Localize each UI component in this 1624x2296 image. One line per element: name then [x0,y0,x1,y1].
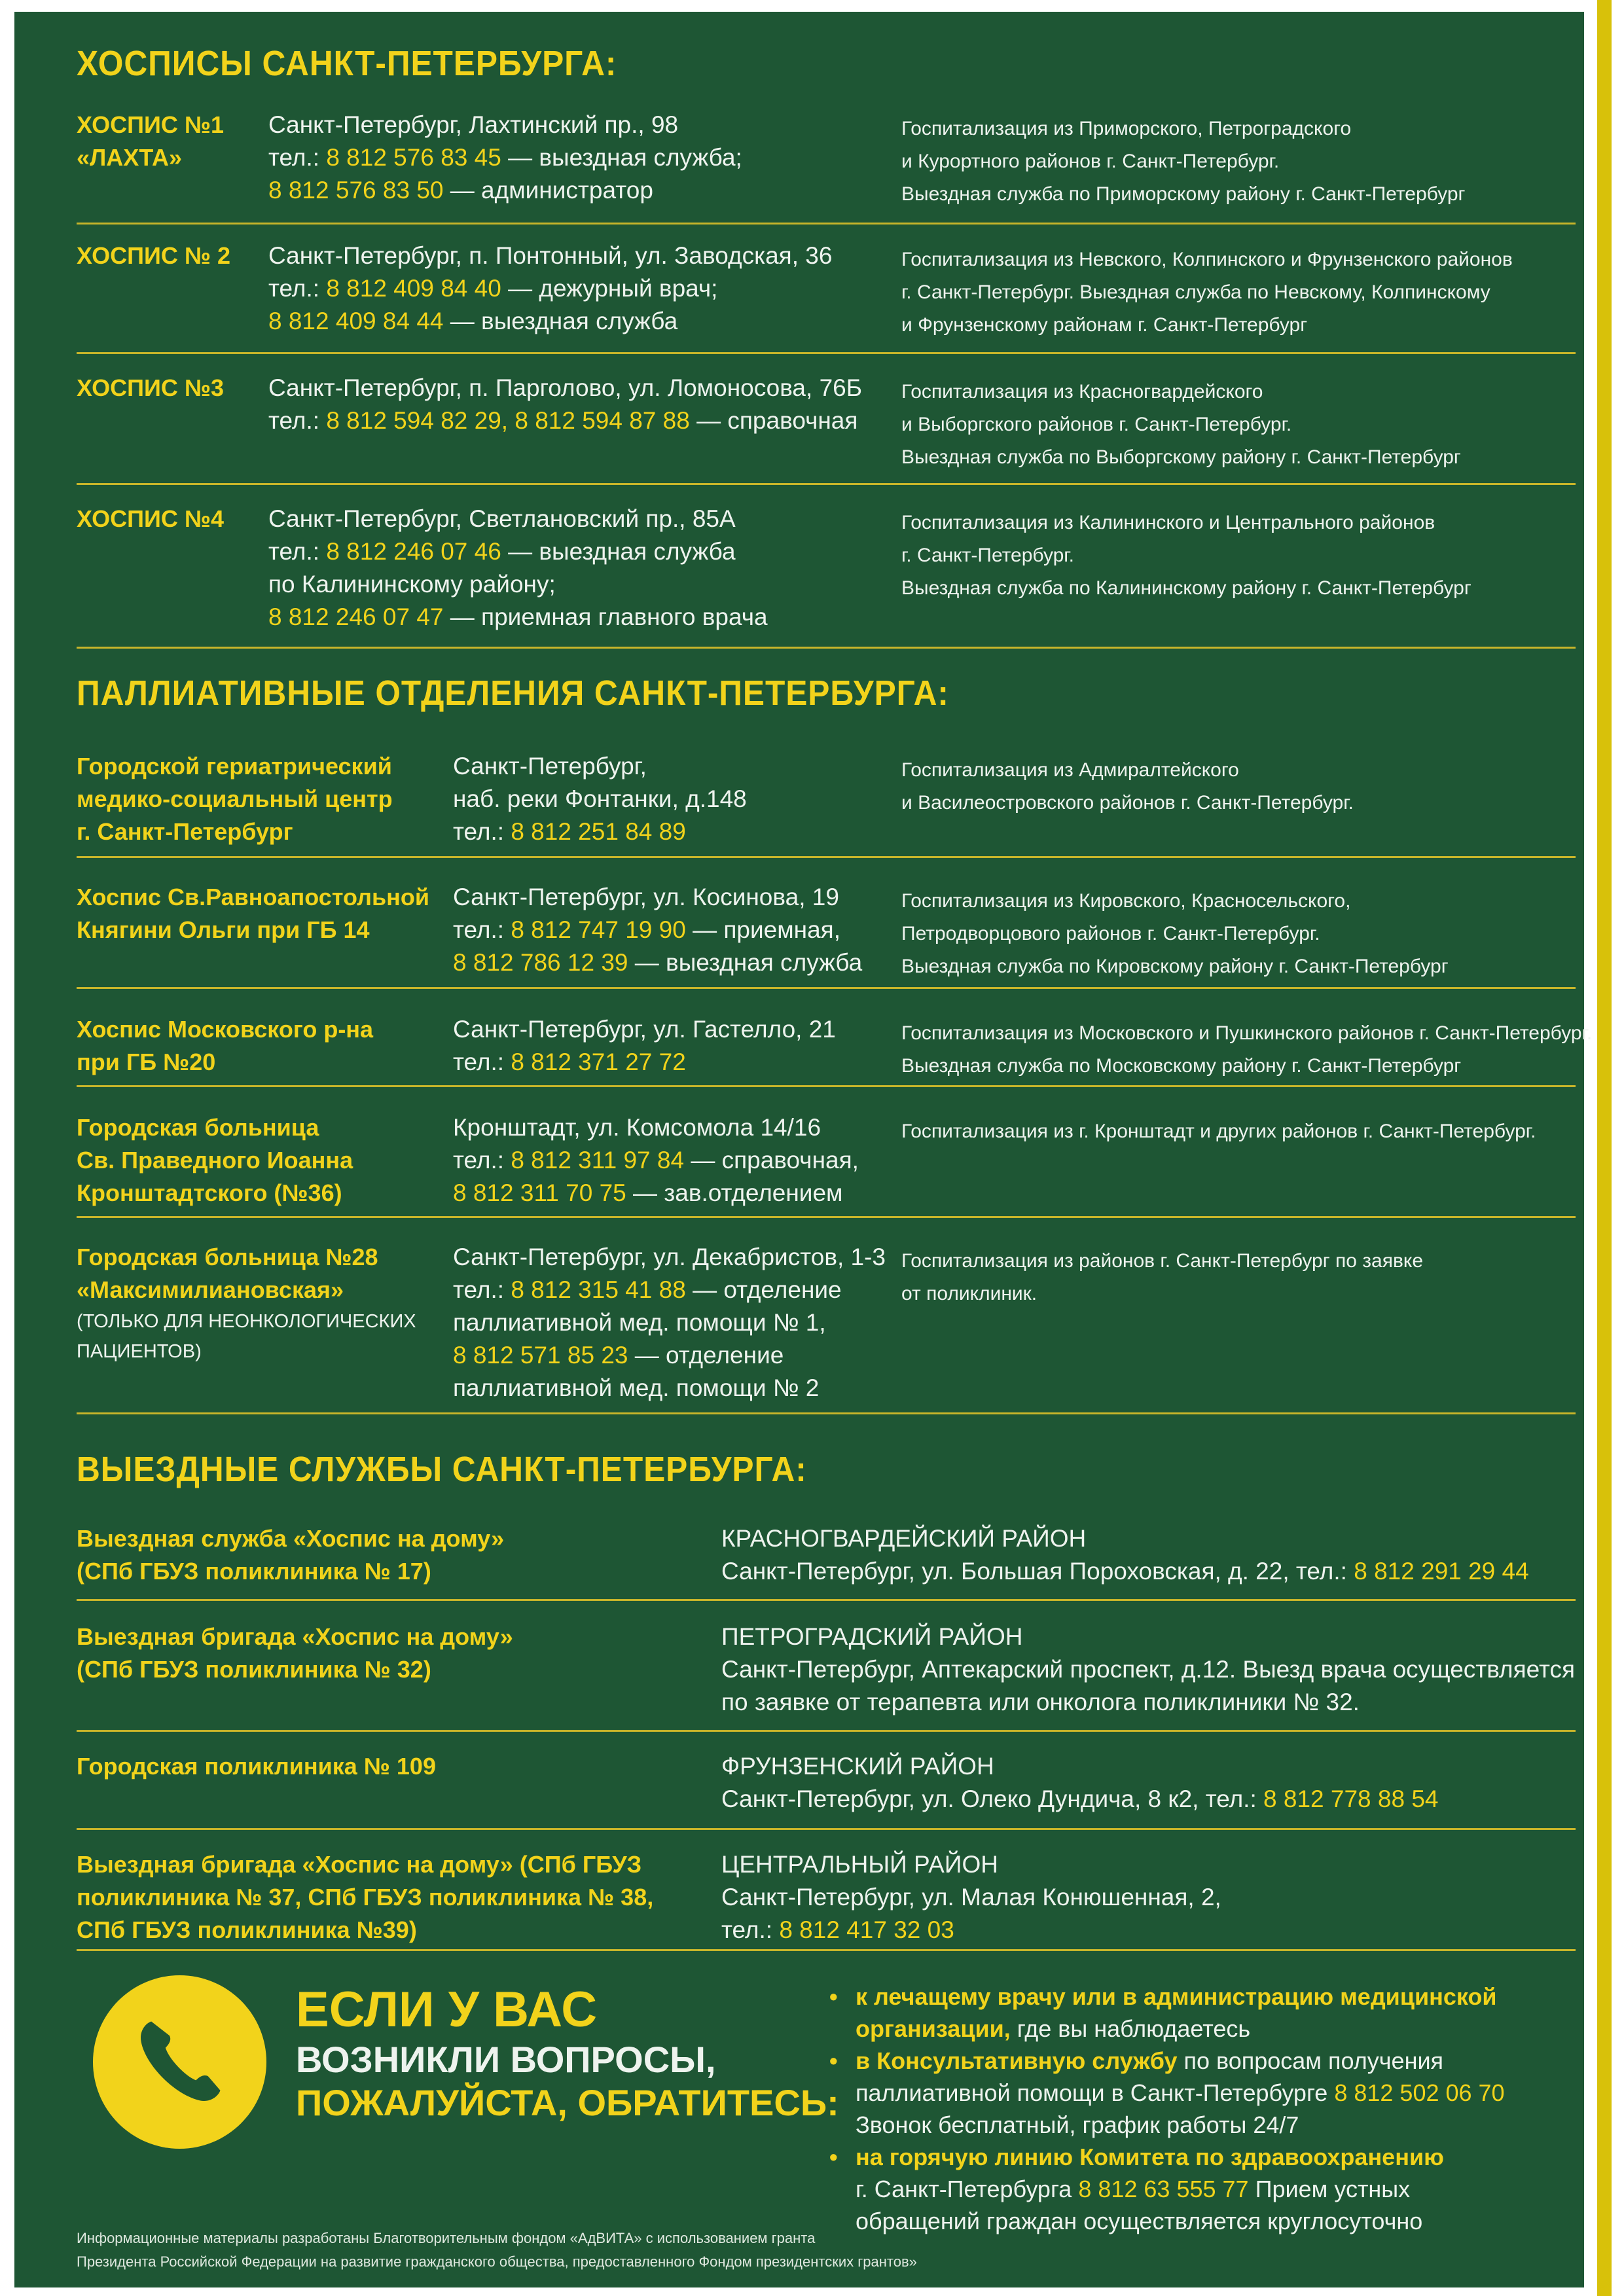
phone-line [721,1881,1221,1914]
phone-line [268,404,862,437]
hospice-address-block [268,109,742,207]
phone-line [268,601,768,634]
palliative-note [901,1115,1536,1148]
mobile-service-name-line: Выездная служба «Хоспис на дому» [77,1525,505,1552]
hospices-title: ХОСПИСЫ САНКТ-ПЕТЕРБУРГА: [77,44,617,83]
contact-line [856,2077,1569,2109]
palliative-name-note: (ТОЛЬКО ДЛЯ НЕОНКОЛОГИЧЕСКИХ [77,1311,416,1332]
bullet-dot: • [829,1983,838,2010]
mobile-service-address-block [721,1848,1221,1946]
divider [77,483,1576,485]
phone-line [453,1177,859,1210]
phone-description: — приемная главного врача [443,603,768,630]
phone-number[interactable]: 8 812 371 27 72 [511,1049,686,1075]
phone-line [453,1241,886,1274]
phone-prefix: по Калининскому району; [268,571,556,598]
mobile-service-address-block [721,1750,1439,1816]
phone-description: — зав.отделением [626,1179,843,1206]
mobile-service-name [77,1621,513,1686]
phone-prefix: тел.: [453,1049,511,1075]
phone-line [721,1750,1439,1783]
phone-line [268,174,742,207]
hospice-address: Санкт-Петербург, Лахтинский пр., 98 [268,111,679,138]
contact-line [856,2109,1569,2141]
footer-line-1: Информационные материалы разработаны Благотворительным фондом «АдВИТА» с использованием гранта [77,2230,816,2246]
contact-text: по вопросам получения [1177,2047,1444,2074]
phone-number[interactable]: 8 812 409 84 44 [268,308,444,334]
mobile-service-name-line: Городская поликлиника № 109 [77,1753,436,1780]
divider [77,1216,1576,1218]
mobile-service-entry [77,1750,1576,1848]
phone-number[interactable]: 8 812 571 85 23 [453,1342,628,1369]
divider [77,987,1576,989]
palliative-note-line: Госпитализация из Адмиралтейского [901,759,1239,781]
palliative-note [901,1017,1592,1083]
phone-description: — выездная служба; [501,144,742,171]
phone-prefix: Санкт-Петербург, [453,753,647,780]
phone-line [453,914,862,946]
phone-number[interactable]: 8 812 246 07 47 [268,603,444,630]
palliative-name-line: «Максимилиановская» [77,1276,344,1303]
phone-prefix: паллиативной мед. помощи № 2 [453,1374,820,1401]
phone-number[interactable]: 8 812 747 19 90 [511,916,686,943]
page-edge-strip [1597,0,1612,2296]
hospice-name [77,372,224,404]
palliative-address-block [453,1111,859,1210]
contact-text: Прием устных [1248,2176,1411,2202]
phone-line [268,272,832,305]
phone-prefix: тел.: [453,1147,511,1174]
phone-icon [93,1975,266,2149]
divider [77,1828,1576,1830]
mobile-service-name [77,1750,436,1783]
contact-bullet [829,2141,1569,2237]
contact-text: обращений граждан осуществляется круглосуточно [856,2208,1423,2234]
hospice-note-line: и Выборгского районов г. Санкт-Петербург. [901,414,1292,435]
hospice-name-line: ХОСПИС №1 [77,111,224,138]
divider [77,223,1576,224]
hospice-note-line: г. Санкт-Петербург. [901,545,1074,566]
palliative-address-block [453,881,862,979]
hospice-name-line: ХОСПИС №4 [77,505,224,532]
hospice-address: Санкт-Петербург, Светлановский пр., 85А [268,505,736,532]
phone-number[interactable]: 8 812 576 83 50 [268,177,444,204]
contact-bullet [829,1981,1569,2045]
phone-description: — администратор [443,177,653,204]
palliative-name-line: Кронштадтского (№36) [77,1179,342,1206]
hospice-note [901,243,1513,342]
divider [77,1599,1576,1601]
bullet-dot: • [829,2144,838,2170]
contact-lead: на горячую линию Комитета по здравоохранению [856,2144,1444,2170]
phone-line [453,1274,886,1306]
phone-prefix: тел.: [721,1916,780,1943]
contact-lead: организации, [856,2015,1011,2042]
phone-number[interactable]: 8 812 778 88 54 [1263,1785,1439,1812]
phone-number[interactable]: 8 812 311 97 84 [511,1147,685,1174]
phone-line [453,783,747,816]
hospice-note-line: Госпитализация из Приморского, Петроградского [901,118,1352,139]
contact-line [856,2173,1569,2205]
phone-description: — справочная, [684,1147,859,1174]
contact-text: где вы наблюдаетесь [1010,2015,1251,2042]
palliative-name-line: Городская больница [77,1114,319,1141]
palliative-name-line: медико-социальный центр [77,785,393,812]
phone-description: — отделение [628,1342,784,1369]
palliative-name-line: Городской гериатрический [77,753,392,780]
phone-number[interactable]: 8 812 246 07 46 [326,538,501,565]
phone-description: — приемная, [685,916,840,943]
phone-prefix: Кронштадт, ул. Комсомола 14/16 [453,1114,821,1141]
phone-line [721,1914,1221,1946]
hospice-address-block [268,503,768,634]
hospice-entry [77,240,1576,351]
phone-line [453,1046,836,1079]
contact-line [856,2013,1569,2045]
phone-description: — отделение [685,1276,842,1303]
hospice-note-line: Выездная служба по Калининскому району г. Санкт-Петербург [901,577,1471,599]
hospice-entry [77,372,1576,483]
footer [77,2227,917,2274]
phone-description: — дежурный врач; [501,275,718,302]
contact-heading-line-3: ПОЖАЛУЙСТА, ОБРАТИТЕСЬ: [296,2082,839,2123]
phone-prefix: КРАСНОГВАРДЕЙСКИЙ РАЙОН [721,1525,1087,1552]
contact-phone-number[interactable]: 8 812 502 06 70 [1334,2079,1505,2106]
phone-prefix: паллиативной мед. помощи № 1, [453,1309,826,1336]
palliative-name-line: Городская больница №28 [77,1244,378,1270]
palliative-name-line: при ГБ №20 [77,1049,216,1075]
hospice-note-line: г. Санкт-Петербург. Выездная служба по Невскому, Колпинскому [901,281,1490,303]
divider [77,352,1576,354]
phone-number[interactable]: 8 812 251 84 89 [511,818,686,845]
palliative-note-line: от поликлиник. [901,1283,1038,1304]
palliative-name [77,1013,373,1079]
hospice-note [901,113,1465,211]
phone-prefix: по заявке от терапевта или онколога поликлиники № 32. [721,1689,1360,1715]
phone-line [453,946,862,979]
phone-line [453,1339,886,1372]
mobile-service-name [77,1848,653,1946]
phone-prefix: Санкт-Петербург, ул. Гастелло, 21 [453,1016,836,1043]
contact-bullet [829,2045,1569,2141]
phone-prefix: тел.: [453,1276,511,1303]
footer-line-2: Президента Российской Федерации на развитие гражданского общества, предоставленного Фондом президентских грантов» [77,2253,917,2270]
contact-text: паллиативной помощи в Санкт-Петербурге [856,2079,1335,2106]
hospice-address-block [268,372,862,437]
palliative-address-block [453,1241,886,1405]
hospice-note-line: Выездная служба по Приморскому району г. Санкт-Петербург [901,183,1466,205]
palliative-entry [77,1241,1576,1405]
palliative-name [77,750,393,848]
hospice-note-line: Выездная служба по Выборгскому району г. Санкт-Петербург [901,446,1461,468]
phone-line [453,750,747,783]
phone-prefix: наб. реки Фонтанки, д.148 [453,785,747,812]
phone-line [453,1111,859,1144]
phone-line [268,141,742,174]
bullet-dot: • [829,2047,838,2074]
palliative-note-line: Госпитализация из районов г. Санкт-Петербург по заявке [901,1250,1424,1272]
palliative-name [77,1111,353,1210]
phone-prefix: тел.: [453,818,511,845]
mobile-service-name-line: (СПб ГБУЗ поликлиника № 32) [77,1656,431,1683]
phone-line [268,535,768,568]
phone-prefix: ФРУНЗЕНСКИЙ РАЙОН [721,1753,994,1780]
palliative-note [901,885,1449,983]
phone-line [453,1013,836,1046]
phone-prefix: тел.: [453,916,511,943]
palliative-note-line: Госпитализация из Кировского, Красносельского, [901,890,1351,912]
hospice-note-line: Госпитализация из Калининского и Центрального районов [901,512,1435,533]
phone-line [268,305,832,338]
phone-prefix: Санкт-Петербург, ул. Олеко Дундича, 8 к2, тел.: [721,1785,1264,1812]
hospice-note-line: Госпитализация из Красногвардейского [901,381,1263,403]
phone-prefix: Санкт-Петербург, ул. Малая Конюшенная, 2, [721,1884,1221,1910]
contact-heading-line-2: ВОЗНИКЛИ ВОПРОСЫ, [296,2039,716,2080]
hospice-name [77,240,230,272]
palliative-name [77,1241,416,1367]
contact-lead: в Консультативную службу [856,2047,1178,2074]
palliative-note-line: Госпитализация из Московского и Пушкинского районов г. Санкт-Петербург. [901,1022,1593,1044]
phone-number[interactable]: 8 812 409 84 40 [326,275,501,302]
palliative-name-line: Княгини Ольги при ГБ 14 [77,916,370,943]
contact-line [856,2205,1569,2237]
hospice-address-block [268,240,832,338]
phone-prefix: Санкт-Петербург, ул. Декабристов, 1-3 [453,1244,886,1270]
contact-text: г. Санкт-Петербурга [856,2176,1079,2202]
mobile-service-name-line: (СПб ГБУЗ поликлиника № 17) [77,1558,431,1585]
palliative-note [901,1245,1423,1310]
divider [77,1412,1576,1414]
phone-line [453,1306,886,1339]
mobile-service-entry [77,1522,1576,1621]
palliative-name [77,881,429,946]
phone-description: — выездная служба [443,308,678,334]
hospice-name-line: «ЛАХТА» [77,144,183,171]
phone-line [453,1144,859,1177]
hospice-entry [77,109,1576,220]
hospice-name [77,503,224,535]
mobile-service-address-block [721,1621,1575,1719]
phone-number[interactable]: 8 812 311 70 75 [453,1179,626,1206]
palliative-title: ПАЛЛИАТИВНЫЕ ОТДЕЛЕНИЯ САНКТ-ПЕТЕРБУРГА: [77,673,949,713]
mobile-service-name [77,1522,504,1588]
hospice-name [77,109,224,174]
hospice-note-line: и Курортного районов г. Санкт-Петербург. [901,151,1280,172]
palliative-note-line: Петродворцового районов г. Санкт-Петербург. [901,923,1320,944]
phone-prefix: тел.: [268,144,327,171]
hospice-name-line: ХОСПИС № 2 [77,242,230,269]
mobile-service-name-line: Выездная бригада «Хоспис на дому» [77,1623,513,1650]
phone-line [721,1522,1529,1555]
palliative-note-line: и Василеостровского районов г. Санкт-Петербург. [901,792,1354,814]
phone-prefix: тел.: [268,275,327,302]
contact-heading [296,1982,839,2125]
phone-line [453,1372,886,1405]
mobile-service-name-line: Выездная бригада «Хоспис на дому» (СПб ГБУЗ [77,1851,642,1878]
phone-line [453,816,747,848]
phone-prefix: тел.: [268,407,327,434]
phone-prefix: тел.: [268,538,327,565]
mobile-service-entry [77,1848,1576,1946]
contact-heading-line-1: ЕСЛИ У ВАС [296,1982,598,2037]
palliative-name-line: Хоспис Св.Равноапостольной [77,884,429,910]
palliative-address-block [453,750,747,848]
phone-prefix: ПЕТРОГРАДСКИЙ РАЙОН [721,1623,1023,1650]
contact-lead: к лечащему врачу или в администрацию медицинской [856,1983,1497,2010]
contact-list [829,1981,1569,2237]
palliative-note-line: Выездная служба по Кировскому району г. Санкт-Петербург [901,956,1449,977]
palliative-address-block [453,1013,836,1079]
phone-line [721,1555,1529,1588]
divider [77,1949,1576,1951]
mobile-service-entry [77,1621,1576,1719]
phone-number[interactable]: 8 812 576 83 45 [326,144,501,171]
phone-prefix: Санкт-Петербург, ул. Большая Пороховская, д. 22, тел.: [721,1558,1354,1585]
contact-text: Звонок бесплатный, график работы 24/7 [856,2111,1299,2138]
phone-prefix: Санкт-Петербург, ул. Косинова, 19 [453,884,839,910]
phone-number[interactable]: 8 812 291 29 44 [1354,1558,1529,1585]
mobile-service-name-line: поликлиника № 37, СПб ГБУЗ поликлиника № 38, [77,1884,654,1910]
phone-prefix: ЦЕНТРАЛЬНЫЙ РАЙОН [721,1851,998,1878]
hospice-entry [77,503,1576,630]
divider [77,647,1576,649]
phone-line [721,1848,1221,1881]
palliative-name-line: Св. Праведного Иоанна [77,1147,353,1174]
contact-phone-number[interactable]: 8 812 63 555 77 [1078,2176,1249,2202]
phone-prefix: Санкт-Петербург, Аптекарский проспект, д.12. Выезд врача осуществляется [721,1656,1576,1683]
mobile-title: ВЫЕЗДНЫЕ СЛУЖБЫ САНКТ-ПЕТЕРБУРГА: [77,1450,807,1489]
phone-number[interactable]: 8 812 315 41 88 [511,1276,686,1303]
palliative-name-line: г. Санкт-Петербург [77,818,293,845]
phone-number[interactable]: 8 812 786 12 39 [453,949,628,976]
palliative-note-line: Выездная служба по Московскому району г. Санкт-Петербург [901,1055,1462,1077]
hospice-note [901,376,1461,474]
phone-number[interactable]: 8 812 417 32 03 [779,1916,954,1943]
palliative-name-note: ПАЦИЕНТОВ) [77,1341,202,1362]
phone-description: — выездная служба [628,949,863,976]
phone-description: — выездная служба [501,538,736,565]
contact-line [856,2141,1569,2173]
divider [77,1730,1576,1732]
phone-line [721,1686,1575,1719]
divider [77,1085,1576,1087]
leaflet-page [14,12,1593,2287]
contact-line [856,1981,1569,2013]
mobile-service-name-line: СПб ГБУЗ поликлиника №39) [77,1916,417,1943]
contact-line [856,2045,1569,2077]
hospice-note-line: и Фрунзенскому районам г. Санкт-Петербург [901,314,1308,336]
phone-line [721,1653,1575,1686]
mobile-service-address-block [721,1522,1529,1588]
divider [77,856,1576,858]
hospice-address: Санкт-Петербург, п. Парголово, ул. Ломоносова, 76Б [268,374,863,401]
hospice-address: Санкт-Петербург, п. Понтонный, ул. Заводская, 36 [268,242,833,269]
phone-line [268,568,768,601]
hospice-name-line: ХОСПИС №3 [77,374,224,401]
phone-number[interactable]: 8 812 594 82 29, 8 812 594 87 88 [326,407,690,434]
phone-line [453,881,862,914]
phone-line [721,1621,1575,1653]
palliative-name-line: Хоспис Московского р-на [77,1016,374,1043]
phone-line [721,1783,1439,1816]
hospice-note [901,507,1471,605]
phone-description: — справочная [689,407,858,434]
hospice-note-line: Госпитализация из Невского, Колпинского и Фрунзенского районов [901,249,1513,270]
palliative-note [901,754,1354,819]
palliative-note-line: Госпитализация из г. Кронштадт и других районов г. Санкт-Петербург. [901,1121,1536,1142]
